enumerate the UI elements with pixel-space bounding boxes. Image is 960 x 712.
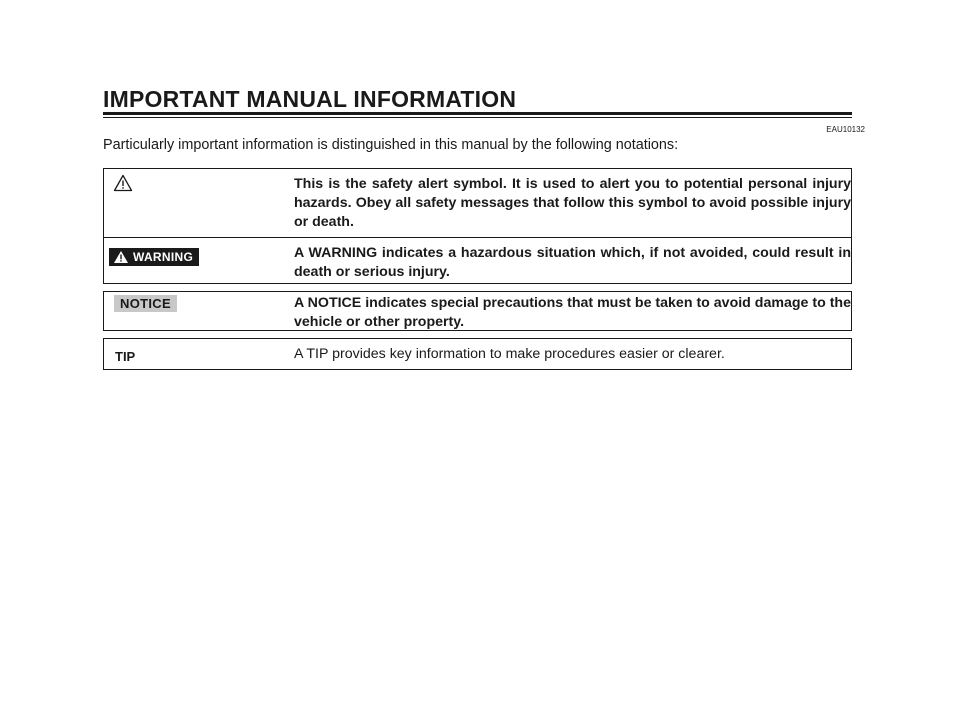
warning-box xyxy=(103,237,852,284)
document-code: EAU10132 xyxy=(826,125,865,134)
notice-text: A NOTICE indicates special precautions that must be taken to avoid damage to the vehicle or other property. xyxy=(294,295,851,330)
page-title: IMPORTANT MANUAL INFORMATION xyxy=(103,86,517,112)
tip-badge: TIP xyxy=(115,349,136,364)
alert-triangle-icon xyxy=(113,174,133,197)
safety-alert-box xyxy=(103,168,852,238)
warning-badge-label: WARNING xyxy=(133,250,194,264)
notice-badge: NOTICE xyxy=(114,295,177,312)
safety-alert-text: This is the safety alert symbol. It is used to alert you to potential personal injury hazards. Obey all safety messages that follow this symbol to avoid possible injury or death. xyxy=(294,176,851,230)
warning-badge xyxy=(109,248,199,266)
notice-box xyxy=(103,291,852,331)
warning-triangle-icon xyxy=(113,250,129,264)
warning-text: A WARNING indicates a hazardous situation which, if not avoided, could result in death or serious injury. xyxy=(294,245,851,280)
tip-text: A TIP provides key information to make procedures easier or clearer. xyxy=(294,346,725,362)
title-rule-thick xyxy=(103,112,852,115)
title-rule-thin xyxy=(103,117,852,118)
tip-box xyxy=(103,338,852,370)
intro-text: Particularly important information is distinguished in this manual by the following notations: xyxy=(103,137,679,153)
